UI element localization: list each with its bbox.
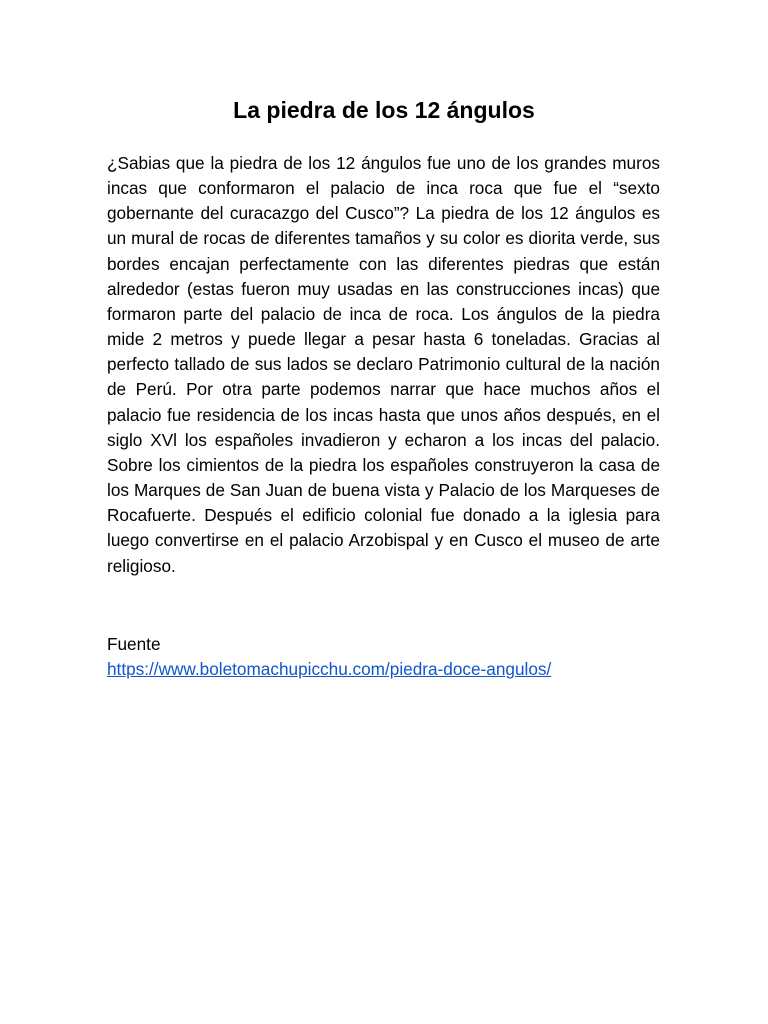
source-section bbox=[107, 632, 667, 682]
body-paragraph: ¿Sabias que la piedra de los 12 ángulos fue uno de los grandes muros incas que conformaron el palacio de inca roca que fue el “sexto gobernante del curacazgo del Cusco”? La piedra de los 12 ángulos es un mural de rocas de diferentes tamaños y su color es diorita verde, sus bordes encajan perfectamente con las diferentes piedras que están alrededor (estas fueron muy usadas en las construcciones incas) que formaron parte del palacio de inca de roca. Los ángulos de la piedra mide 2 metros y puede llegar a pesar hasta 6 toneladas. Gracias al perfecto tallado de sus lados se declaro Patrimonio cultural de la nación de Perú. Por otra parte podemos narrar que hace muchos años el palacio fue residencia de los incas hasta que unos años después, en el siglo XVl los españoles invadieron y echaron a los incas del palacio. Sobre los cimientos de la piedra los españoles construyeron la casa de los Marques de San Juan de buena vista y Palacio de los Marqueses de Rocafuerte. Después el edificio colonial fue donado a la iglesia para luego convertirse en el palacio Arzobispal y en Cusco el museo de arte religioso. bbox=[107, 153, 660, 576]
source-link[interactable]: https://www.boletomachupicchu.com/piedra-doce-angulos/ bbox=[107, 659, 552, 680]
source-label: Fuente bbox=[107, 634, 161, 654]
document-title: La piedra de los 12 ángulos bbox=[233, 97, 535, 123]
